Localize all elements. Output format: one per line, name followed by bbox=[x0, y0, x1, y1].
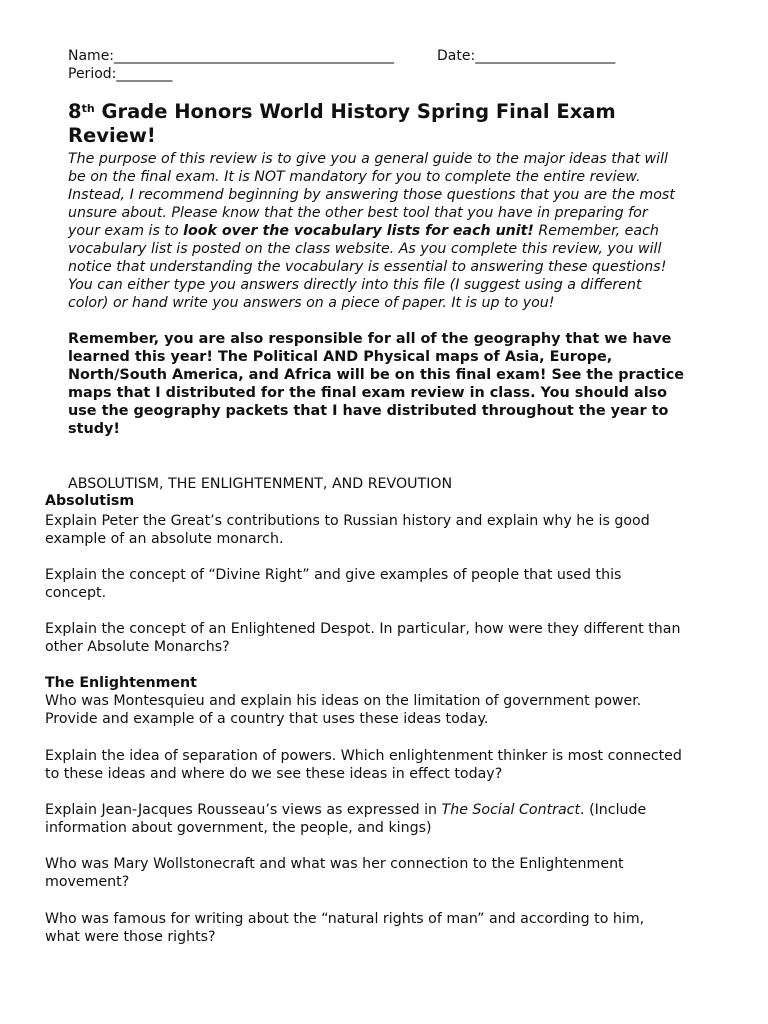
intro-line: unsure about. Please know that the other best tool that you have in preparing for bbox=[68, 205, 648, 221]
title-line-1-text: Grade Honors World History Spring Final Exam bbox=[94, 100, 616, 123]
intro-paragraph bbox=[68, 150, 758, 312]
intro-line: Instead, I recommend beginning by answering those questions that you are the most bbox=[68, 187, 675, 203]
absolutism-heading: Absolutism bbox=[45, 493, 135, 509]
reminder-line: maps that I distributed for the final exam review in class. You should also bbox=[68, 385, 668, 402]
question-line: what were those rights? bbox=[45, 929, 216, 945]
reminder-line: Remember, you are also responsible for all of the geography that we have bbox=[68, 331, 672, 347]
question-text: Explain Jean-Jacques Rousseau’s views as expressed in bbox=[45, 802, 442, 818]
question-wollstonecraft bbox=[45, 855, 760, 891]
intro-line: You can either type you answers directly into this file (I suggest using a different bbox=[68, 277, 642, 293]
enlightenment-heading: The Enlightenment bbox=[45, 675, 197, 691]
question-line: Explain the concept of an Enlightened Despot. In particular, how were they different than bbox=[45, 621, 681, 637]
question-natural-rights bbox=[45, 910, 760, 946]
intro-line: vocabulary list is posted on the class website. As you complete this review, you will bbox=[68, 241, 662, 257]
question-enlightened-despot bbox=[45, 620, 765, 656]
question-montesquieu bbox=[45, 692, 760, 728]
question-line: Who was Mary Wollstonecraft and what was her connection to the Enlightenment bbox=[45, 856, 624, 872]
question-peter-the-great bbox=[45, 512, 760, 548]
question-line: Explain the idea of separation of powers. Which enlightenment thinker is most connected bbox=[45, 748, 682, 764]
name-blank[interactable]: ________________________________________ bbox=[114, 48, 395, 64]
intro-line: color) or hand write you answers on a piece of paper. It is up to you! bbox=[68, 295, 555, 311]
intro-line-start: your exam is to bbox=[68, 223, 184, 239]
question-divine-right bbox=[45, 566, 760, 602]
date-blank[interactable]: ____________________ bbox=[475, 48, 616, 64]
reminder-line: North/South America, and Africa will be on this final exam! See the practice bbox=[68, 367, 684, 384]
period-field[interactable] bbox=[68, 65, 172, 83]
question-line: other Absolute Monarchs? bbox=[45, 639, 230, 655]
date-label: Date: bbox=[437, 48, 476, 64]
question-line: movement? bbox=[45, 874, 130, 890]
question-line: information about government, the people, and kings) bbox=[45, 820, 432, 836]
question-line: to these ideas and where do we see these ideas in effect today? bbox=[45, 766, 503, 782]
question-line: Who was famous for writing about the “natural rights of man” and according to him, bbox=[45, 911, 645, 927]
question-line: Provide and example of a country that uses these ideas today. bbox=[45, 711, 489, 727]
period-blank[interactable]: ________ bbox=[116, 66, 173, 82]
page-title bbox=[68, 100, 748, 148]
question-separation-of-powers bbox=[45, 747, 765, 783]
question-line: Who was Montesquieu and explain his ideas on the limitation of government power. bbox=[45, 693, 642, 709]
vocabulary-emphasis: look over the vocabulary lists for each unit! bbox=[183, 223, 534, 239]
reminder-line: learned this year! The Political AND Physical maps of Asia, Europe, bbox=[68, 349, 613, 366]
intro-line: be on the final exam. It is NOT mandatory for you to complete the entire review. bbox=[68, 169, 641, 185]
question-rousseau bbox=[45, 801, 760, 837]
intro-line bbox=[68, 222, 758, 240]
question-line: example of an absolute monarch. bbox=[45, 531, 284, 547]
name-field[interactable] bbox=[68, 47, 394, 65]
intro-line: notice that understanding the vocabulary is essential to answering these questions! bbox=[68, 259, 667, 275]
date-field[interactable] bbox=[437, 47, 615, 65]
question-text: . (Include bbox=[580, 802, 647, 818]
title-line-2: Review! bbox=[68, 124, 156, 147]
reminder-line: study! bbox=[68, 421, 120, 438]
question-line: Explain Peter the Great’s contributions to Russian history and explain why he is good bbox=[45, 513, 650, 529]
title-grade-superscript: th bbox=[81, 102, 95, 115]
title-grade-number: 8 bbox=[68, 100, 82, 123]
question-line: concept. bbox=[45, 585, 107, 601]
period-label: Period: bbox=[68, 66, 117, 82]
intro-line-end: Remember, each bbox=[533, 223, 659, 239]
question-line: Explain the concept of “Divine Right” and give examples of people that used this bbox=[45, 567, 622, 583]
section-title: ABSOLUTISM, THE ENLIGHTENMENT, AND REVOUTION bbox=[68, 476, 453, 492]
book-title: The Social Contract bbox=[441, 802, 581, 818]
title-line-1 bbox=[68, 100, 748, 124]
reminder-line: use the geography packets that I have distributed throughout the year to bbox=[68, 403, 669, 420]
question-line bbox=[45, 801, 760, 819]
intro-line: The purpose of this review is to give you a general guide to the major ideas that will bbox=[68, 151, 668, 167]
geography-reminder bbox=[68, 330, 758, 439]
name-label: Name: bbox=[68, 48, 115, 64]
